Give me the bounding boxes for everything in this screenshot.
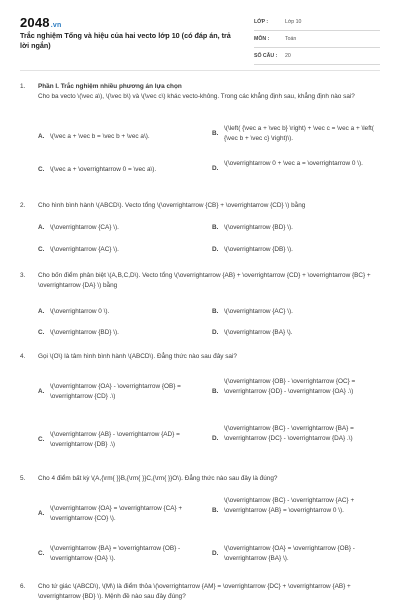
site-logo[interactable] — [20, 15, 61, 30]
question-text: Cho hình bình hành \(ABCD\). Vecto tổng \(\overrightarrow {CB} + \overrightarrow {CD} \) bằng — [38, 202, 306, 209]
logo-suffix: .vn — [50, 22, 62, 29]
option-text: \(\overrightarrow {OA} = \overrightarrow {OB} - \overrightarrow {BA} \). — [224, 545, 355, 562]
option-label: A. — [38, 308, 45, 315]
question-6 — [20, 582, 380, 600]
option-label: B. — [212, 224, 219, 231]
option-text: \(\overrightarrow {DB} \). — [224, 246, 293, 253]
option-label: D. — [212, 246, 219, 253]
option-text: \(\overrightarrow {BC} - \overrightarrow {AC} + \overrightarrow {AB} = \overrightarrow 0 \). — [224, 497, 355, 514]
meta-value: 20 — [285, 53, 291, 59]
question-number: 2. — [20, 202, 26, 209]
option-text: \(\overrightarrow {OB} - \overrightarrow {OC} = \overrightarrow {OD} - \overrightarrow {OA} .\) — [224, 378, 356, 395]
option-label: C. — [38, 246, 45, 253]
question-text: Cho ba vecto \(\vec a\), \(\vec b\) và \(\vec c\) khác vecto-không. Trong các khẳng định sau, khẳng định nào sai? — [38, 93, 355, 100]
option-label: B. — [212, 507, 219, 514]
option-text: \(\overrightarrow {AC} \). — [50, 246, 119, 253]
question-number: 1. — [20, 83, 26, 90]
option-label: D. — [212, 165, 219, 172]
question-stem — [38, 82, 378, 102]
option-text: \(\overrightarrow {BC} - \overrightarrow {BA} = \overrightarrow {DC} - \overrightarrow {DA} .\) — [224, 425, 354, 442]
meta-value: Toán — [285, 36, 297, 42]
question-2 — [20, 201, 380, 261]
option-label: A. — [38, 224, 45, 231]
option-text: \(\overrightarrow {AB} - \overrightarrow {AD} = \overrightarrow {DB} .\) — [50, 431, 180, 448]
page-title: Trắc nghiệm Tổng và hiệu của hai vecto lớp 10 (có đáp án, trả lời ngắn) — [20, 31, 231, 50]
option-text: \(\overrightarrow {BD} \). — [50, 329, 119, 336]
question-text: Gọi \(O\) là tâm hình bình hành \(ABCD\). Đẳng thức nào sau đây sai? — [38, 353, 237, 360]
option-text: \(\overrightarrow {CA} \). — [50, 224, 119, 231]
meta-row-count — [254, 51, 380, 65]
option-label: B. — [212, 130, 219, 137]
section-title: Phần I. Trắc nghiệm nhiều phương án lựa chọn — [38, 83, 182, 90]
question-3 — [20, 271, 380, 341]
question-number: 4. — [20, 353, 26, 360]
option-label: C. — [38, 550, 45, 557]
meta-value: Lớp 10 — [285, 19, 302, 25]
option-label: C. — [38, 329, 45, 336]
question-number: 6. — [20, 583, 26, 590]
question-4 — [20, 352, 380, 464]
question-number: 3. — [20, 272, 26, 279]
header — [0, 0, 400, 68]
option-text: \(\vec a + \overrightarrow 0 = \vec a\). — [50, 166, 157, 173]
meta-table — [254, 17, 380, 68]
option-label: A. — [38, 388, 45, 395]
option-text: \(\overrightarrow {AC} \). — [224, 308, 293, 315]
meta-label: SỐ CÂU : — [254, 53, 278, 59]
option-text: \(\overrightarrow {OA} - \overrightarrow {OB} = \overrightarrow {CD} .\) — [50, 383, 181, 400]
option-label: A. — [38, 510, 45, 517]
option-label: A. — [38, 133, 45, 140]
option-text: \(\overrightarrow {BA} \). — [224, 329, 293, 336]
option-text: \(\vec a + \vec b = \vec b + \vec a\). — [50, 133, 150, 140]
question-text: Cho 4 điểm bất kỳ \(A,{\rm{ }}B,{\rm{ }}C,{\rm{ }}O\). Đẳng thức nào sau đây là đúng? — [38, 475, 278, 482]
option-text: \(\overrightarrow {BA} = \overrightarrow {OB} - \overrightarrow {OA} \). — [50, 545, 181, 562]
option-label: C. — [38, 166, 45, 173]
option-label: B. — [212, 308, 219, 315]
question-text: Cho tứ giác \(ABCD\), \(M\) là điểm thỏa \(\overrightarrow {AM} = \overrightarrow {DC} + \overrightarrow {AB} + \overrightarrow {BD} \). Mệnh đề nào sau đây đúng? — [38, 583, 351, 600]
meta-label: MÔN : — [254, 36, 270, 42]
option-label: C. — [38, 436, 45, 443]
option-label: D. — [212, 550, 219, 557]
option-label: B. — [212, 388, 219, 395]
meta-row-class — [254, 17, 380, 31]
option-text: \(\overrightarrow 0 \). — [50, 308, 110, 315]
meta-label: LỚP : — [254, 19, 269, 25]
option-text: \(\overrightarrow 0 + \vec a = \overrightarrow 0 \). — [224, 160, 363, 167]
question-5 — [20, 474, 380, 574]
logo-number: 2048 — [20, 15, 50, 30]
option-label: D. — [212, 329, 219, 336]
divider — [20, 70, 380, 71]
option-label: D. — [212, 435, 219, 442]
option-text: \(\overrightarrow {BD} \). — [224, 224, 293, 231]
question-number: 5. — [20, 475, 26, 482]
option-text: \(\left( {\vec a + \vec b} \right) + \vec c = \vec a + \left( {\vec b + \vec c} \right)\). — [224, 125, 374, 142]
option-text: \(\overrightarrow {OA} = \overrightarrow {CA} + \overrightarrow {CO} \). — [50, 505, 183, 522]
question-text: Cho bốn điểm phân biệt \(A,B,C,D\). Vecto tổng \(\overrightarrow {AB} + \overrightarrow {CD} + \overrightarrow {BC} + \overrightarrow {DA} \) bằng — [38, 272, 371, 289]
meta-row-subject — [254, 34, 380, 48]
question-1 — [20, 82, 380, 182]
